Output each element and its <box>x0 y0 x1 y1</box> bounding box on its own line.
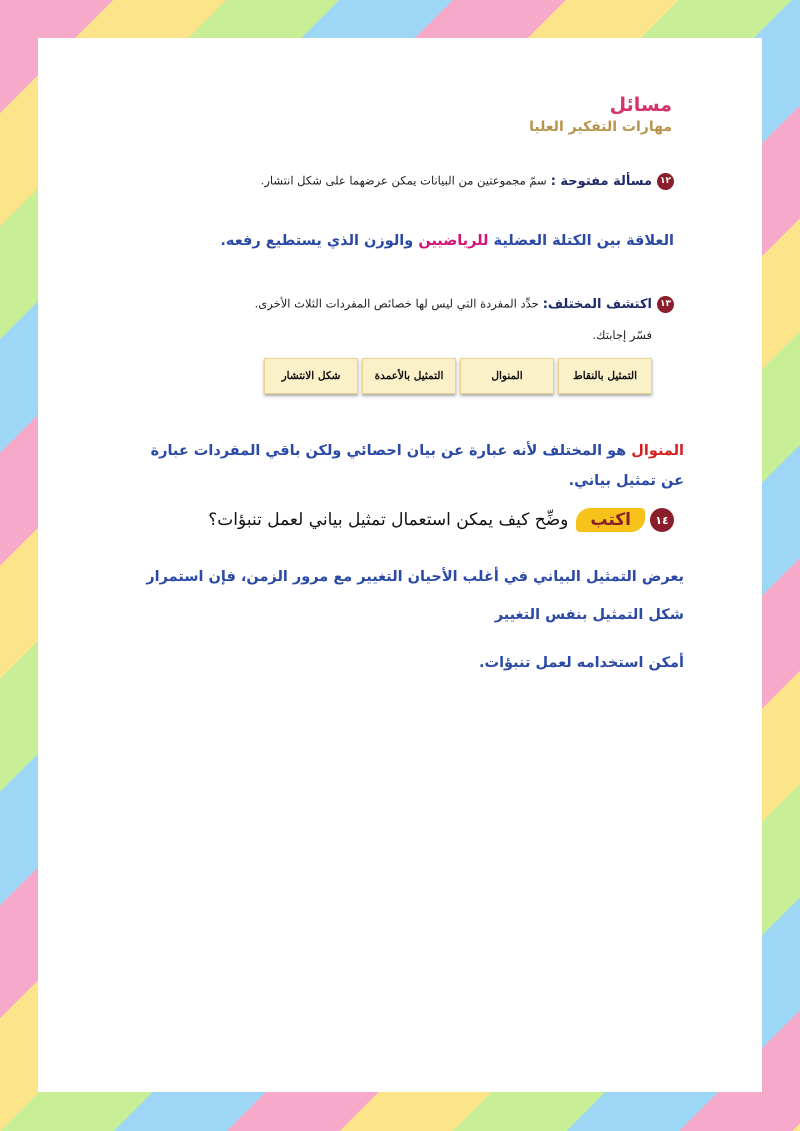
question-13-label: اكتشف المختلف: <box>542 296 652 312</box>
question-14-text: وضِّح كيف يمكن استعمال تمثيل بياني لعمل تنبؤات؟ <box>208 510 569 530</box>
question-12-text: سمّ مجموعتين من البيانات يمكن عرضهما على شكل انتشار. <box>260 173 547 188</box>
question-number-12: ١٢ <box>657 173 674 190</box>
question-number-14: ١٤ <box>650 508 674 532</box>
worksheet-page <box>38 38 762 1092</box>
section-subtitle: مهارات التفكير العليا <box>529 119 672 135</box>
question-13 <box>255 296 674 313</box>
answer-14-line1: يعرض التمثيل البياني في أغلب الأحيان التغيير مع مرور الزمن، فإن استمرار <box>146 569 684 585</box>
question-12-label: مسألة مفتوحة : <box>550 173 652 189</box>
option-mode: المنوال <box>460 358 554 394</box>
option-scatter-plot: شكل الانتشار <box>264 358 358 394</box>
question-14 <box>208 508 674 532</box>
answer-14-line3: أمكن استخدامه لعمل تنبؤات. <box>478 655 684 671</box>
question-13-line2: فسّر إجابتك. <box>592 328 652 342</box>
answer-13-highlight: المنوال <box>631 443 684 459</box>
question-12 <box>261 173 674 190</box>
options-row <box>264 358 652 394</box>
write-badge: اكتب <box>576 508 645 532</box>
section-title: مسائل <box>609 94 672 116</box>
answer-12 <box>114 226 674 256</box>
answer-12-part2: والوزن الذي يستطيع رفعه. <box>220 233 419 249</box>
section-header <box>529 93 672 137</box>
answer-12-part1: العلاقة بين الكتلة العضلية <box>488 233 674 249</box>
answer-12-highlight: للرياضيين <box>418 233 489 249</box>
option-bar-graph: التمثيل بالأعمدة <box>362 358 456 394</box>
answer-13 <box>124 436 684 496</box>
question-13-text: حدِّد المفردة التي ليس لها خصائص المفردات الثلاث الأخرى. <box>254 296 539 311</box>
answer-14-line2: شكل التمثيل بنفس التغيير <box>494 607 684 623</box>
option-dot-plot: التمثيل بالنقاط <box>558 358 652 394</box>
answer-13-text: هو المختلف لأنه عبارة عن بيان احصائي ولكن باقي المفردات عبارة عن تمثيل بياني. <box>150 443 684 489</box>
question-number-13: ١٣ <box>657 296 674 313</box>
